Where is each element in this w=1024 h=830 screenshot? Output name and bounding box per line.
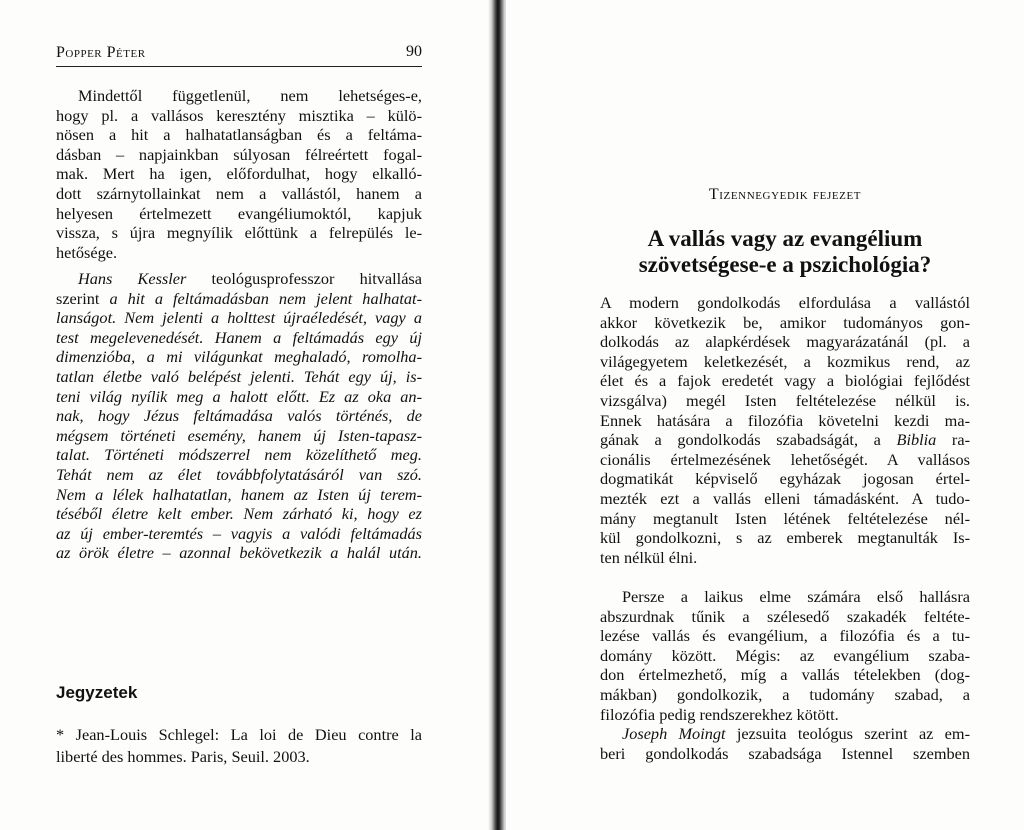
text-line: dásban – napjainkban súlyosan félreértett fogal-	[56, 144, 422, 164]
book-spine-gutter	[488, 0, 508, 830]
text-line: abszurdnak tűnik a szélesedő szakadék feltéte-	[600, 606, 970, 626]
quote-line: az örök életre – azonnal bekövetkezik a halál után.	[56, 543, 422, 563]
text-line: lezése vallás és evangélium, a filozófia és a tu-	[600, 626, 970, 646]
quote-line: dimenzióba, a mi világunkat meghaladó, romolha-	[56, 347, 422, 367]
text-line: akkor következik be, amikor tudományos gon-	[600, 312, 970, 332]
title-line: szövetségese-e a pszichológia?	[638, 252, 932, 277]
quote-line: téséből életre kelt ember. Nem zárható ki, hogy ez	[56, 504, 422, 524]
text-line: élet és a fajok eredetét vagy a biológiai fejlődést	[600, 371, 970, 391]
header-author: Popper Péter	[56, 44, 146, 61]
text-line: vizsgálva) megél Isten feltételezése nélkül is.	[600, 390, 970, 410]
author-name-kessler: Hans Kessler	[78, 269, 187, 288]
text-run: szerint	[56, 288, 110, 308]
text-run: jezsuita teológus szerint az em-	[725, 724, 970, 743]
quote-line: teni világ nyílik meg a halott előtt. Ez az oka an-	[56, 386, 422, 406]
footnote-line: * Jean-Louis Schlegel: La loi de Dieu contre la	[56, 725, 422, 744]
quote-line: lanságot. Nem jelenti a holttest újraéledését, vagy a	[56, 308, 422, 328]
text-line: mezték ezt a vallás elleni támadásként. A tudo-	[600, 488, 970, 508]
text-line: hogy pl. a vallásos keresztény misztika – külö-	[56, 105, 422, 125]
footnote	[56, 724, 422, 768]
biblia-italic: Biblia	[896, 430, 937, 450]
right-page	[506, 0, 1024, 830]
quote-line: nak, hogy Jézus feltámadása valós történés, de	[56, 406, 422, 426]
left-page	[0, 0, 490, 830]
quote-run: a hit a feltámadásban nem jelent halhatat-	[109, 288, 422, 308]
text-line: Ennek hatására a filozófia követelni kezdi ma-	[600, 410, 970, 430]
text-line: mákban) gondolkozik, a tudomány szabad, a	[600, 684, 970, 704]
text-line: ten nélkül élni.	[600, 547, 698, 567]
text-line: mány megtanult Isten létének feltételezése nél-	[600, 508, 970, 528]
text-run: gának a gondolkodás szabadságát, a	[600, 430, 897, 450]
text-line	[56, 269, 422, 289]
chapter-title	[600, 226, 970, 278]
text-line: filozófia pedig rendszerekhez kötött.	[600, 704, 839, 724]
text-line: kül gondolkozni, s az emberek megtanulták Is-	[600, 528, 970, 548]
text-line: cionális értelmezésének lehetőségét. A vallásos	[600, 449, 970, 469]
chapter-label: Tizennegyedik fejezet	[708, 186, 862, 203]
right-paragraph-3	[600, 724, 970, 763]
notes-heading: Jegyzetek	[56, 683, 138, 702]
text-run: teológusprofesszor hitvallása	[186, 269, 422, 288]
text-line: beri gondolkodás szabadsága Istennel szemben	[600, 743, 970, 763]
text-line: A modern gondolkodás elfordulása a vallástól	[600, 293, 970, 312]
text-line: hetősége.	[56, 242, 118, 262]
text-line: dogmatikát képviselő egyházak jogosan értel-	[600, 469, 970, 489]
text-line: nösen a hit a halhatatlanságban és a feltáma-	[56, 125, 422, 145]
footnote-line: liberté des hommes. Paris, Seuil. 2003.	[56, 747, 310, 766]
left-paragraph-1	[56, 86, 422, 262]
text-line: don értelmezhető, míg a vallás tételekben (dog-	[600, 665, 970, 685]
quote-line: talat. Történeti módszerrel nem közelíthető meg.	[56, 445, 422, 465]
quote-line: az új ember-teremtés – vagyis a valódi feltámadás	[56, 523, 422, 543]
text-line	[600, 724, 970, 744]
text-line: dott szárnytollainkat nem a vallástól, hanem a	[56, 183, 422, 203]
text-line: domány között. Mégis: az evangélium szaba-	[600, 645, 970, 665]
text-line	[56, 289, 422, 309]
text-line: helyesen értelmezett evangéliumoktól, kapjuk	[56, 203, 422, 223]
right-paragraph-1	[600, 293, 970, 567]
quote-line: test megelevenedését. Hanem a feltámadás egy új	[56, 327, 422, 347]
text-run: ra-	[936, 430, 970, 450]
text-line: mak. Mert ha igen, előfordulhat, hogy elkalló-	[56, 164, 422, 184]
title-line: A vallás vagy az evangélium	[647, 226, 923, 251]
text-line: világegyetem keletkezését, a kozmikus rend, az	[600, 351, 970, 371]
running-header	[56, 44, 422, 67]
quote-line: mégsem történeti esemény, hanem új Isten-tapasz-	[56, 425, 422, 445]
right-paragraph-2	[600, 587, 970, 724]
text-line: vissza, s újra megnyílik előttünk a felrepülés le-	[56, 223, 422, 243]
author-name-moingt: Joseph Moingt	[622, 724, 726, 743]
text-line: Persze a laikus elme számára első hallásra	[622, 587, 970, 606]
text-line: dolkodás az alapkérdések magyarázatánál (pl. a	[600, 332, 970, 352]
quote-line: Nem a lélek halhatatlan, hanem az Isten új terem-	[56, 484, 422, 504]
quote-line: Tehát nem az élet továbbfolytatásáról van szó.	[56, 464, 422, 484]
text-line: Mindettől függetlenül, nem lehetséges-e,	[78, 86, 422, 105]
left-paragraph-2	[56, 269, 422, 563]
quote-line: tatlan életbe való belépést jelenti. Tehát egy új, is-	[56, 366, 422, 386]
text-line	[600, 430, 970, 450]
page-number: 90	[406, 43, 422, 60]
